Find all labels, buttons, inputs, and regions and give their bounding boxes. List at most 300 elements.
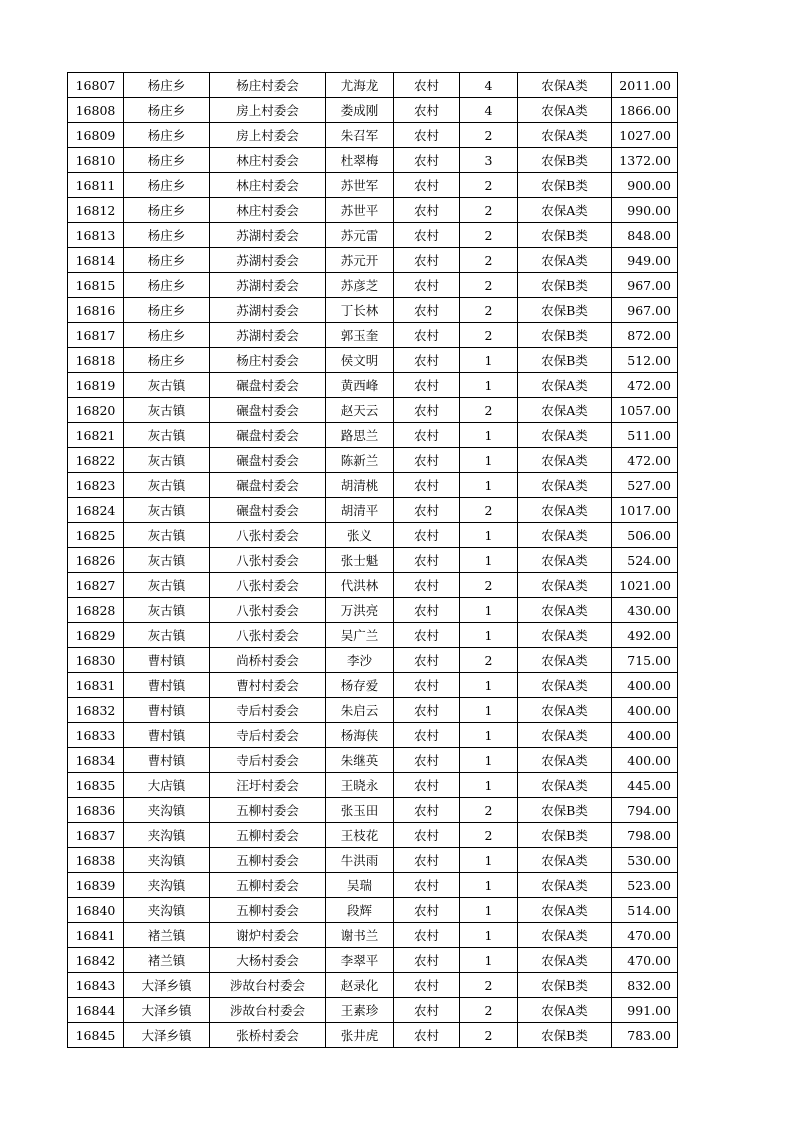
insurance-category-cell: 农保A类 xyxy=(518,423,612,448)
town-cell: 杨庄乡 xyxy=(124,198,210,223)
area-type-cell: 农村 xyxy=(394,223,460,248)
village-committee-cell: 林庄村委会 xyxy=(210,198,326,223)
person-name-cell: 苏世军 xyxy=(326,173,394,198)
record-id-cell: 16837 xyxy=(68,823,124,848)
insurance-category-cell: 农保A类 xyxy=(518,748,612,773)
person-name-cell: 李沙 xyxy=(326,648,394,673)
village-committee-cell: 苏湖村委会 xyxy=(210,248,326,273)
insurance-category-cell: 农保A类 xyxy=(518,898,612,923)
household-count-cell: 2 xyxy=(460,298,518,323)
table-row xyxy=(68,573,678,598)
area-type-cell: 农村 xyxy=(394,98,460,123)
table-row xyxy=(68,548,678,573)
household-count-cell: 4 xyxy=(460,98,518,123)
record-id-cell: 16813 xyxy=(68,223,124,248)
record-id-cell: 16828 xyxy=(68,598,124,623)
area-type-cell: 农村 xyxy=(394,823,460,848)
amount-cell: 523.00 xyxy=(612,873,678,898)
village-committee-cell: 涉故台村委会 xyxy=(210,973,326,998)
table-row xyxy=(68,948,678,973)
record-id-cell: 16824 xyxy=(68,498,124,523)
insurance-category-cell: 农保A类 xyxy=(518,598,612,623)
person-name-cell: 张士魁 xyxy=(326,548,394,573)
household-count-cell: 2 xyxy=(460,173,518,198)
table-row xyxy=(68,598,678,623)
village-committee-cell: 张桥村委会 xyxy=(210,1023,326,1048)
person-name-cell: 赵录化 xyxy=(326,973,394,998)
area-type-cell: 农村 xyxy=(394,923,460,948)
person-name-cell: 朱召军 xyxy=(326,123,394,148)
town-cell: 杨庄乡 xyxy=(124,248,210,273)
record-id-cell: 16819 xyxy=(68,373,124,398)
record-id-cell: 16831 xyxy=(68,673,124,698)
amount-cell: 527.00 xyxy=(612,473,678,498)
table-row xyxy=(68,823,678,848)
amount-cell: 2011.00 xyxy=(612,73,678,98)
amount-cell: 1866.00 xyxy=(612,98,678,123)
table-row xyxy=(68,498,678,523)
amount-cell: 990.00 xyxy=(612,198,678,223)
table-row xyxy=(68,973,678,998)
record-id-cell: 16814 xyxy=(68,248,124,273)
amount-cell: 400.00 xyxy=(612,698,678,723)
household-count-cell: 1 xyxy=(460,523,518,548)
village-committee-cell: 五柳村委会 xyxy=(210,823,326,848)
record-id-cell: 16830 xyxy=(68,648,124,673)
person-name-cell: 牛洪雨 xyxy=(326,848,394,873)
area-type-cell: 农村 xyxy=(394,773,460,798)
amount-cell: 530.00 xyxy=(612,848,678,873)
insurance-category-cell: 农保A类 xyxy=(518,373,612,398)
town-cell: 灰古镇 xyxy=(124,423,210,448)
amount-cell: 949.00 xyxy=(612,248,678,273)
table-row xyxy=(68,923,678,948)
village-committee-cell: 林庄村委会 xyxy=(210,148,326,173)
town-cell: 杨庄乡 xyxy=(124,123,210,148)
area-type-cell: 农村 xyxy=(394,723,460,748)
area-type-cell: 农村 xyxy=(394,498,460,523)
insurance-category-cell: 农保A类 xyxy=(518,923,612,948)
household-count-cell: 1 xyxy=(460,623,518,648)
household-count-cell: 2 xyxy=(460,198,518,223)
insurance-category-cell: 农保A类 xyxy=(518,198,612,223)
amount-cell: 798.00 xyxy=(612,823,678,848)
record-id-cell: 16807 xyxy=(68,73,124,98)
person-name-cell: 苏元雷 xyxy=(326,223,394,248)
village-committee-cell: 八张村委会 xyxy=(210,598,326,623)
person-name-cell: 张义 xyxy=(326,523,394,548)
record-id-cell: 16826 xyxy=(68,548,124,573)
person-name-cell: 苏世平 xyxy=(326,198,394,223)
person-name-cell: 朱启云 xyxy=(326,698,394,723)
person-name-cell: 丁长林 xyxy=(326,298,394,323)
insurance-category-cell: 农保A类 xyxy=(518,98,612,123)
town-cell: 夹沟镇 xyxy=(124,898,210,923)
record-id-cell: 16834 xyxy=(68,748,124,773)
record-id-cell: 16844 xyxy=(68,998,124,1023)
insurance-category-cell: 农保A类 xyxy=(518,698,612,723)
village-committee-cell: 八张村委会 xyxy=(210,623,326,648)
record-id-cell: 16823 xyxy=(68,473,124,498)
table-row xyxy=(68,248,678,273)
amount-cell: 445.00 xyxy=(612,773,678,798)
table-row xyxy=(68,273,678,298)
household-count-cell: 3 xyxy=(460,148,518,173)
town-cell: 杨庄乡 xyxy=(124,73,210,98)
amount-cell: 715.00 xyxy=(612,648,678,673)
village-committee-cell: 汪圩村委会 xyxy=(210,773,326,798)
person-name-cell: 娄成刚 xyxy=(326,98,394,123)
person-name-cell: 朱继英 xyxy=(326,748,394,773)
record-id-cell: 16843 xyxy=(68,973,124,998)
person-name-cell: 路思兰 xyxy=(326,423,394,448)
town-cell: 灰古镇 xyxy=(124,498,210,523)
table-row xyxy=(68,523,678,548)
amount-cell: 470.00 xyxy=(612,923,678,948)
household-count-cell: 2 xyxy=(460,248,518,273)
record-id-cell: 16832 xyxy=(68,698,124,723)
insurance-category-cell: 农保A类 xyxy=(518,773,612,798)
record-id-cell: 16829 xyxy=(68,623,124,648)
area-type-cell: 农村 xyxy=(394,398,460,423)
village-committee-cell: 碾盘村委会 xyxy=(210,398,326,423)
table-row xyxy=(68,323,678,348)
table-row xyxy=(68,473,678,498)
household-count-cell: 2 xyxy=(460,223,518,248)
amount-cell: 900.00 xyxy=(612,173,678,198)
amount-cell: 400.00 xyxy=(612,748,678,773)
household-count-cell: 2 xyxy=(460,973,518,998)
insurance-category-cell: 农保B类 xyxy=(518,1023,612,1048)
person-name-cell: 杜翠梅 xyxy=(326,148,394,173)
table-row xyxy=(68,898,678,923)
amount-cell: 472.00 xyxy=(612,373,678,398)
area-type-cell: 农村 xyxy=(394,373,460,398)
household-count-cell: 1 xyxy=(460,848,518,873)
record-id-cell: 16827 xyxy=(68,573,124,598)
person-name-cell: 杨海侠 xyxy=(326,723,394,748)
town-cell: 曹村镇 xyxy=(124,723,210,748)
village-committee-cell: 杨庄村委会 xyxy=(210,73,326,98)
village-committee-cell: 寺后村委会 xyxy=(210,723,326,748)
person-name-cell: 王晓永 xyxy=(326,773,394,798)
amount-cell: 872.00 xyxy=(612,323,678,348)
insurance-category-cell: 农保A类 xyxy=(518,673,612,698)
insurance-category-cell: 农保A类 xyxy=(518,398,612,423)
household-count-cell: 1 xyxy=(460,473,518,498)
area-type-cell: 农村 xyxy=(394,848,460,873)
household-count-cell: 2 xyxy=(460,798,518,823)
person-name-cell: 张井虎 xyxy=(326,1023,394,1048)
insurance-category-cell: 农保B类 xyxy=(518,973,612,998)
village-committee-cell: 苏湖村委会 xyxy=(210,223,326,248)
table-row xyxy=(68,123,678,148)
area-type-cell: 农村 xyxy=(394,423,460,448)
town-cell: 杨庄乡 xyxy=(124,298,210,323)
amount-cell: 1057.00 xyxy=(612,398,678,423)
table-row xyxy=(68,73,678,98)
town-cell: 杨庄乡 xyxy=(124,323,210,348)
insurance-category-cell: 农保A类 xyxy=(518,473,612,498)
household-count-cell: 1 xyxy=(460,423,518,448)
household-count-cell: 4 xyxy=(460,73,518,98)
household-count-cell: 1 xyxy=(460,748,518,773)
area-type-cell: 农村 xyxy=(394,348,460,373)
record-id-cell: 16839 xyxy=(68,873,124,898)
area-type-cell: 农村 xyxy=(394,1023,460,1048)
town-cell: 大泽乡镇 xyxy=(124,1023,210,1048)
insurance-category-cell: 农保A类 xyxy=(518,123,612,148)
insurance-category-cell: 农保A类 xyxy=(518,998,612,1023)
town-cell: 夹沟镇 xyxy=(124,798,210,823)
town-cell: 杨庄乡 xyxy=(124,223,210,248)
town-cell: 杨庄乡 xyxy=(124,348,210,373)
table-row xyxy=(68,723,678,748)
table-row xyxy=(68,648,678,673)
record-id-cell: 16838 xyxy=(68,848,124,873)
table-row xyxy=(68,623,678,648)
area-type-cell: 农村 xyxy=(394,748,460,773)
village-committee-cell: 杨庄村委会 xyxy=(210,348,326,373)
amount-cell: 1027.00 xyxy=(612,123,678,148)
table-row xyxy=(68,698,678,723)
area-type-cell: 农村 xyxy=(394,998,460,1023)
table-row xyxy=(68,348,678,373)
person-name-cell: 李翠平 xyxy=(326,948,394,973)
area-type-cell: 农村 xyxy=(394,898,460,923)
amount-cell: 848.00 xyxy=(612,223,678,248)
village-committee-cell: 涉故台村委会 xyxy=(210,998,326,1023)
household-count-cell: 1 xyxy=(460,923,518,948)
household-count-cell: 2 xyxy=(460,1023,518,1048)
town-cell: 大泽乡镇 xyxy=(124,998,210,1023)
record-id-cell: 16836 xyxy=(68,798,124,823)
table-row xyxy=(68,423,678,448)
town-cell: 杨庄乡 xyxy=(124,148,210,173)
table-row xyxy=(68,1023,678,1048)
table-row xyxy=(68,673,678,698)
person-name-cell: 苏元开 xyxy=(326,248,394,273)
record-id-cell: 16818 xyxy=(68,348,124,373)
amount-cell: 506.00 xyxy=(612,523,678,548)
record-id-cell: 16816 xyxy=(68,298,124,323)
table-row xyxy=(68,173,678,198)
record-id-cell: 16833 xyxy=(68,723,124,748)
insurance-category-cell: 农保A类 xyxy=(518,498,612,523)
town-cell: 曹村镇 xyxy=(124,748,210,773)
amount-cell: 1372.00 xyxy=(612,148,678,173)
insurance-category-cell: 农保B类 xyxy=(518,173,612,198)
table-row xyxy=(68,398,678,423)
insurance-category-cell: 农保B类 xyxy=(518,323,612,348)
village-committee-cell: 八张村委会 xyxy=(210,523,326,548)
amount-cell: 1021.00 xyxy=(612,573,678,598)
area-type-cell: 农村 xyxy=(394,198,460,223)
table-row xyxy=(68,448,678,473)
area-type-cell: 农村 xyxy=(394,948,460,973)
town-cell: 大泽乡镇 xyxy=(124,973,210,998)
table-row xyxy=(68,998,678,1023)
village-committee-cell: 苏湖村委会 xyxy=(210,298,326,323)
insurance-category-cell: 农保A类 xyxy=(518,548,612,573)
village-committee-cell: 五柳村委会 xyxy=(210,848,326,873)
area-type-cell: 农村 xyxy=(394,523,460,548)
town-cell: 夹沟镇 xyxy=(124,873,210,898)
village-committee-cell: 尚桥村委会 xyxy=(210,648,326,673)
household-count-cell: 2 xyxy=(460,323,518,348)
person-name-cell: 苏彦芝 xyxy=(326,273,394,298)
household-count-cell: 1 xyxy=(460,673,518,698)
village-committee-cell: 五柳村委会 xyxy=(210,898,326,923)
record-id-cell: 16842 xyxy=(68,948,124,973)
table-row xyxy=(68,848,678,873)
household-count-cell: 1 xyxy=(460,898,518,923)
amount-cell: 991.00 xyxy=(612,998,678,1023)
person-name-cell: 黄西峰 xyxy=(326,373,394,398)
village-committee-cell: 五柳村委会 xyxy=(210,873,326,898)
area-type-cell: 农村 xyxy=(394,248,460,273)
insurance-category-cell: 农保A类 xyxy=(518,848,612,873)
town-cell: 灰古镇 xyxy=(124,548,210,573)
record-id-cell: 16817 xyxy=(68,323,124,348)
record-id-cell: 16820 xyxy=(68,398,124,423)
household-count-cell: 2 xyxy=(460,648,518,673)
town-cell: 曹村镇 xyxy=(124,698,210,723)
village-committee-cell: 谢炉村委会 xyxy=(210,923,326,948)
town-cell: 大店镇 xyxy=(124,773,210,798)
amount-cell: 492.00 xyxy=(612,623,678,648)
village-committee-cell: 八张村委会 xyxy=(210,548,326,573)
person-name-cell: 段辉 xyxy=(326,898,394,923)
person-name-cell: 尤海龙 xyxy=(326,73,394,98)
amount-cell: 794.00 xyxy=(612,798,678,823)
town-cell: 灰古镇 xyxy=(124,523,210,548)
town-cell: 杨庄乡 xyxy=(124,98,210,123)
amount-cell: 967.00 xyxy=(612,298,678,323)
insurance-category-cell: 农保A类 xyxy=(518,623,612,648)
person-name-cell: 吴广兰 xyxy=(326,623,394,648)
person-name-cell: 赵天云 xyxy=(326,398,394,423)
amount-cell: 967.00 xyxy=(612,273,678,298)
area-type-cell: 农村 xyxy=(394,473,460,498)
table-body xyxy=(68,73,678,1048)
town-cell: 灰古镇 xyxy=(124,373,210,398)
record-id-cell: 16822 xyxy=(68,448,124,473)
area-type-cell: 农村 xyxy=(394,598,460,623)
town-cell: 夹沟镇 xyxy=(124,823,210,848)
person-name-cell: 谢书兰 xyxy=(326,923,394,948)
person-name-cell: 郭玉奎 xyxy=(326,323,394,348)
insurance-category-cell: 农保A类 xyxy=(518,873,612,898)
household-count-cell: 2 xyxy=(460,273,518,298)
town-cell: 杨庄乡 xyxy=(124,273,210,298)
insurance-category-cell: 农保A类 xyxy=(518,523,612,548)
person-name-cell: 侯文明 xyxy=(326,348,394,373)
table-row xyxy=(68,98,678,123)
village-committee-cell: 苏湖村委会 xyxy=(210,323,326,348)
area-type-cell: 农村 xyxy=(394,73,460,98)
record-id-cell: 16840 xyxy=(68,898,124,923)
village-committee-cell: 曹村村委会 xyxy=(210,673,326,698)
amount-cell: 524.00 xyxy=(612,548,678,573)
household-count-cell: 2 xyxy=(460,498,518,523)
town-cell: 杨庄乡 xyxy=(124,173,210,198)
table-row xyxy=(68,298,678,323)
amount-cell: 400.00 xyxy=(612,723,678,748)
area-type-cell: 农村 xyxy=(394,273,460,298)
town-cell: 夹沟镇 xyxy=(124,848,210,873)
insurance-category-cell: 农保A类 xyxy=(518,248,612,273)
amount-cell: 430.00 xyxy=(612,598,678,623)
area-type-cell: 农村 xyxy=(394,873,460,898)
village-committee-cell: 碾盘村委会 xyxy=(210,373,326,398)
record-id-cell: 16825 xyxy=(68,523,124,548)
record-id-cell: 16815 xyxy=(68,273,124,298)
area-type-cell: 农村 xyxy=(394,123,460,148)
household-count-cell: 1 xyxy=(460,773,518,798)
area-type-cell: 农村 xyxy=(394,148,460,173)
table-row xyxy=(68,373,678,398)
record-id-cell: 16811 xyxy=(68,173,124,198)
town-cell: 灰古镇 xyxy=(124,398,210,423)
household-count-cell: 1 xyxy=(460,373,518,398)
record-id-cell: 16841 xyxy=(68,923,124,948)
insurance-category-cell: 农保B类 xyxy=(518,798,612,823)
insurance-category-cell: 农保A类 xyxy=(518,448,612,473)
area-type-cell: 农村 xyxy=(394,548,460,573)
household-count-cell: 1 xyxy=(460,598,518,623)
town-cell: 灰古镇 xyxy=(124,573,210,598)
area-type-cell: 农村 xyxy=(394,173,460,198)
amount-cell: 832.00 xyxy=(612,973,678,998)
table-row xyxy=(68,798,678,823)
person-name-cell: 王枝花 xyxy=(326,823,394,848)
person-name-cell: 陈新兰 xyxy=(326,448,394,473)
area-type-cell: 农村 xyxy=(394,648,460,673)
village-committee-cell: 五柳村委会 xyxy=(210,798,326,823)
town-cell: 灰古镇 xyxy=(124,448,210,473)
record-id-cell: 16812 xyxy=(68,198,124,223)
person-name-cell: 胡清桃 xyxy=(326,473,394,498)
town-cell: 灰古镇 xyxy=(124,598,210,623)
village-committee-cell: 碾盘村委会 xyxy=(210,473,326,498)
person-name-cell: 杨存爱 xyxy=(326,673,394,698)
village-committee-cell: 碾盘村委会 xyxy=(210,423,326,448)
village-committee-cell: 寺后村委会 xyxy=(210,748,326,773)
area-type-cell: 农村 xyxy=(394,298,460,323)
insurance-category-cell: 农保B类 xyxy=(518,348,612,373)
insurance-category-cell: 农保A类 xyxy=(518,648,612,673)
village-committee-cell: 碾盘村委会 xyxy=(210,498,326,523)
household-count-cell: 2 xyxy=(460,573,518,598)
household-count-cell: 2 xyxy=(460,998,518,1023)
household-count-cell: 1 xyxy=(460,448,518,473)
household-count-cell: 2 xyxy=(460,123,518,148)
household-count-cell: 2 xyxy=(460,398,518,423)
area-type-cell: 农村 xyxy=(394,973,460,998)
insurance-category-cell: 农保A类 xyxy=(518,723,612,748)
insurance-category-cell: 农保B类 xyxy=(518,298,612,323)
town-cell: 褚兰镇 xyxy=(124,948,210,973)
record-id-cell: 16810 xyxy=(68,148,124,173)
table-row xyxy=(68,198,678,223)
village-committee-cell: 苏湖村委会 xyxy=(210,273,326,298)
area-type-cell: 农村 xyxy=(394,698,460,723)
household-count-cell: 1 xyxy=(460,548,518,573)
village-committee-cell: 寺后村委会 xyxy=(210,698,326,723)
person-name-cell: 代洪林 xyxy=(326,573,394,598)
insurance-category-cell: 农保B类 xyxy=(518,823,612,848)
